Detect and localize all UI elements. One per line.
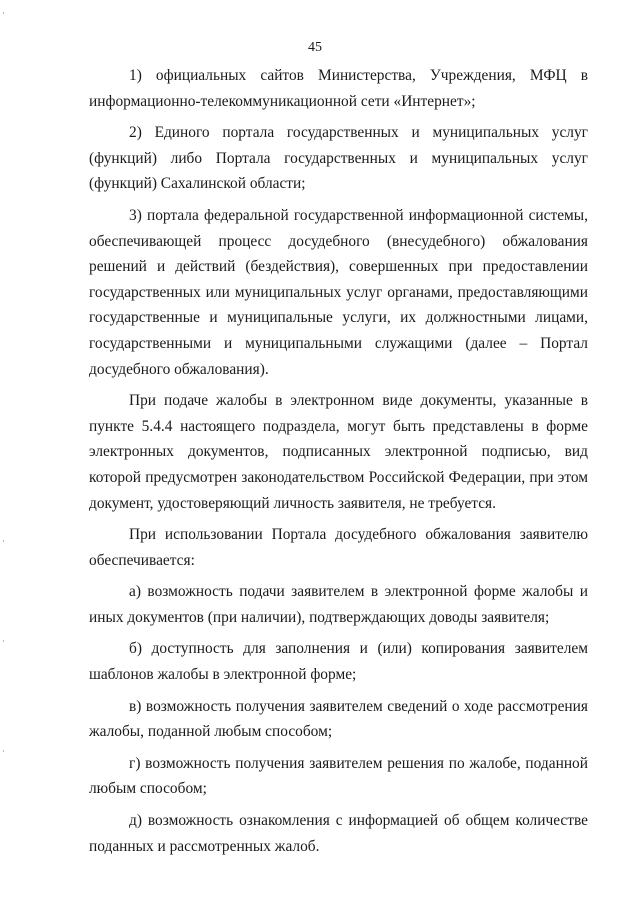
paragraph-item-b: б) доступность для заполнения и (или) копирования заявителем шаблонов жалобы в электронной форме; [89, 640, 588, 684]
paragraph-item-a: а) возможность подачи заявителем в электронной форме жалобы и иных документов (при наличии), подтверждающих доводы заявителя; [89, 583, 588, 626]
scan-artifact [3, 540, 4, 542]
paragraph-item-g: г) возможность получения заявителем решения по жалобе, поданной любым способом; [89, 754, 588, 798]
page-number: 45 [308, 40, 322, 55]
paragraph-appeal-portal: 3) портала федеральной государственной информационной системы, обеспечивающей процесс досудебного (внесудебного) обжалования решений и действий (бездействия), совершенных при предоставлении государственных или муниципальных услуг органами, предоставляющими государственные и муниципальные услуги, их должностными лицами, государственными и муниципальными служащими (далее – Портал досудебного обжалования). [89, 206, 588, 378]
paragraph-portal-provides: При использовании Портала досудебного обжалования заявителю обеспечивается: [89, 526, 588, 569]
scan-artifact [3, 750, 4, 752]
document-body [89, 63, 588, 859]
scan-artifact [3, 640, 4, 642]
paragraph-unified-portal: 2) Единого портала государственных и муниципальных услуг (функций) либо Портала государственных и муниципальных услуг (функций) Сахалинской области; [89, 124, 588, 193]
paragraph-electronic-submission: При подаче жалобы в электронном виде документы, указанные в пункте 5.4.4 настоящего подраздела, могут быть представлены в форме электронных документов, подписанных электронной подписью, вид которой предусмотрен законодательством Российской Федерации, при этом документ, удостоверяющий личность заявителя, не требуется. [89, 392, 588, 512]
paragraph-item-d: д) возможность ознакомления с информацией об общем количестве поданных и рассмотренных жалоб. [89, 812, 588, 855]
scan-artifact [3, 12, 4, 14]
paragraph-websites: 1) официальных сайтов Министерства, Учреждения, МФЦ в информационно-телекоммуникационной сети «Интернет»; [89, 67, 588, 110]
paragraph-item-v: в) возможность получения заявителем сведений о ходе рассмотрения жалобы, поданной любым способом; [89, 697, 588, 741]
